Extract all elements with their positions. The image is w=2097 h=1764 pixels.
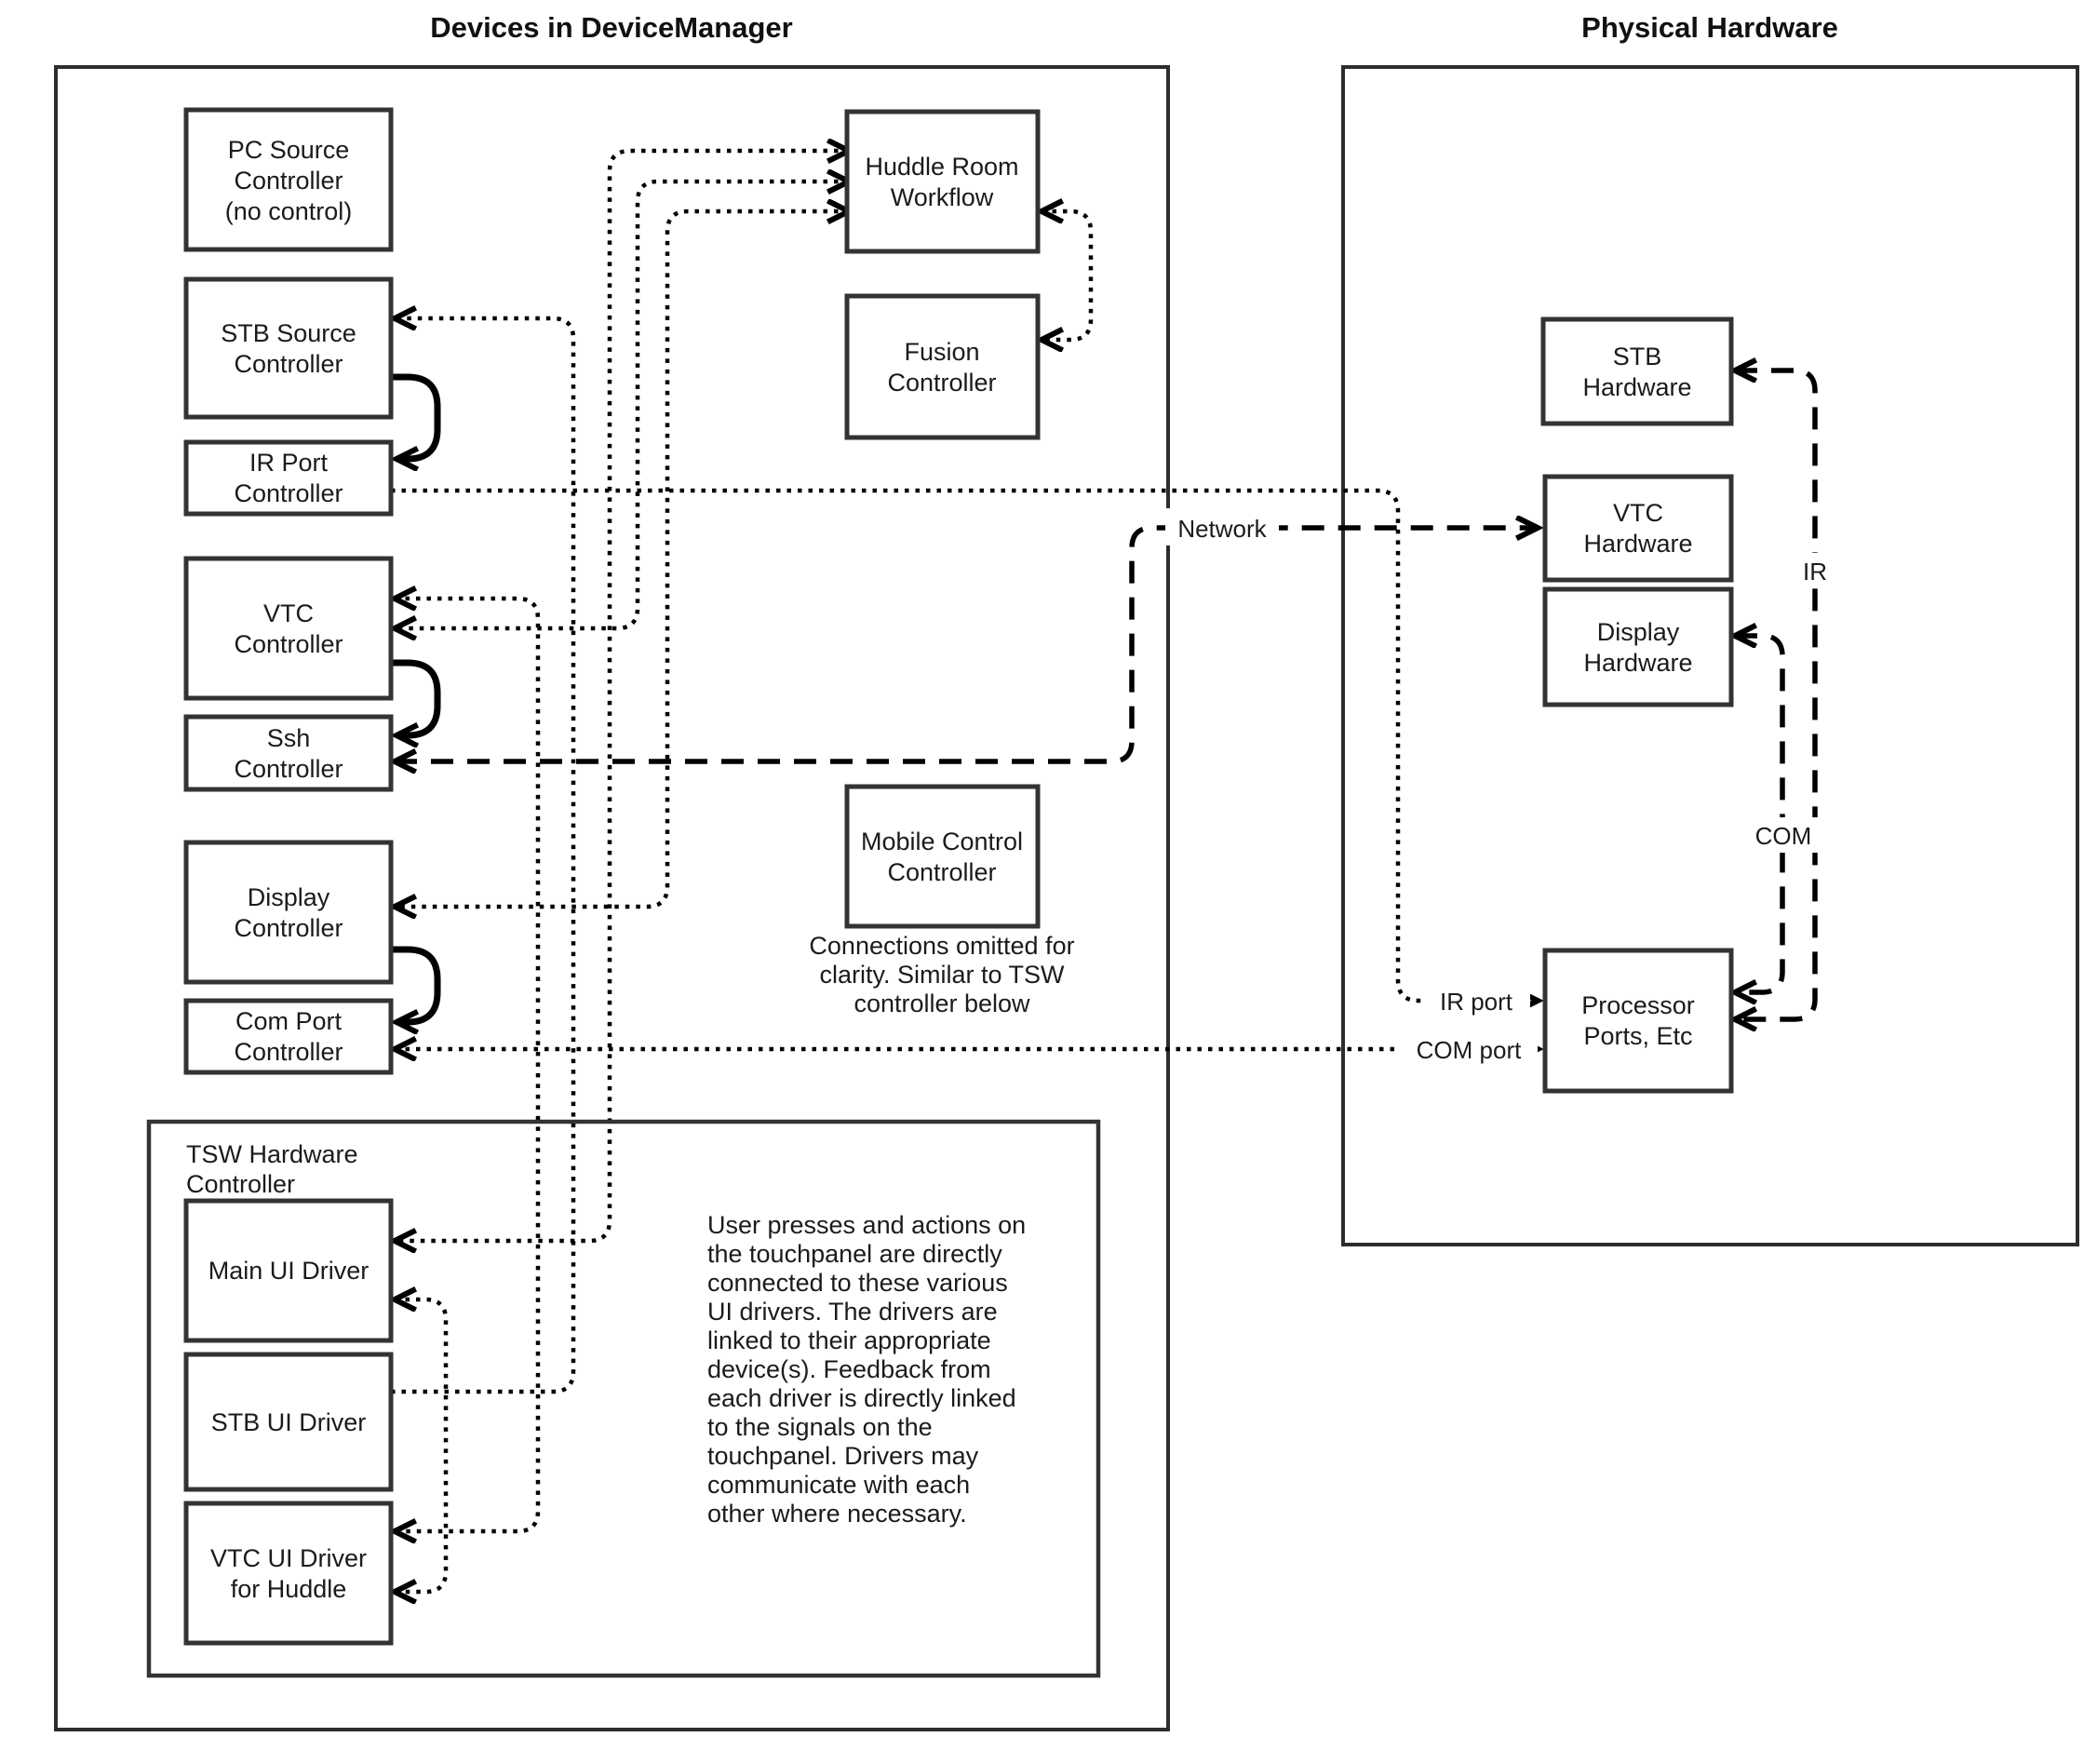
vtc-line2: Controller	[234, 630, 343, 658]
com-label	[1747, 817, 1820, 853]
ssh-line1: Ssh	[266, 724, 311, 752]
mobile-caption-line1: Connections omitted for	[809, 932, 1075, 960]
vtc-ui-line2: for Huddle	[230, 1575, 347, 1603]
com-port-label	[1400, 1031, 1538, 1067]
edge-display-com-port-loop	[391, 949, 437, 1022]
edge-stb-ui-stb-source	[391, 318, 573, 1392]
left-section-title: Devices in DeviceManager	[430, 11, 793, 44]
huddle-line1: Huddle Room	[865, 153, 1019, 181]
display-line1: Display	[247, 883, 330, 911]
huddle-line2: Workflow	[890, 183, 994, 211]
processor-ports-box	[1545, 950, 1731, 1091]
pc-source-line2: Controller	[234, 167, 343, 195]
display-hw-line2: Hardware	[1583, 649, 1693, 677]
com-label-text: COM	[1754, 822, 1812, 850]
mobile-caption-line3: controller below	[854, 990, 1030, 1017]
com-port-line1: Com Port	[235, 1007, 343, 1035]
node-vtc-hardware	[1545, 477, 1731, 580]
tsw-paragraph-line6: device(s). Feedback from	[707, 1355, 991, 1383]
ssh-line2: Controller	[234, 755, 343, 783]
node-vtc-controller	[186, 559, 391, 698]
processor-line2: Ports, Etc	[1583, 1022, 1693, 1050]
stb-source-line2: Controller	[234, 350, 343, 378]
tsw-paragraph-line5: linked to their appropriate	[707, 1326, 991, 1354]
processor-line1: Processor	[1581, 991, 1695, 1019]
stb-hw-line2: Hardware	[1582, 373, 1692, 401]
mobile-line2: Controller	[887, 858, 997, 886]
ir-port-label	[1422, 983, 1530, 1018]
node-ir-port-controller	[186, 442, 391, 514]
node-stb-ui-driver	[186, 1354, 391, 1489]
ir-port-line2: Controller	[234, 479, 343, 507]
huddle-room-workflow-box	[847, 112, 1038, 251]
main-ui-line1: Main UI Driver	[208, 1257, 370, 1285]
stb-hardware-box	[1543, 319, 1731, 424]
edge-huddle-fusion-loop	[1042, 211, 1091, 340]
edge-ssh-vtc-hardware-network	[395, 528, 1538, 761]
node-com-port-controller	[186, 1001, 391, 1072]
display-hw-line1: Display	[1596, 618, 1680, 646]
fusion-line2: Controller	[887, 369, 997, 397]
tsw-paragraph-line11: other where necessary.	[707, 1500, 967, 1528]
edge-vtc-huddle	[395, 182, 849, 628]
tsw-paragraph-line2: the touchpanel are directly	[707, 1240, 1002, 1268]
mobile-control-controller-box	[847, 787, 1038, 926]
edge-processor-stb-hardware-ir	[1735, 370, 1815, 1019]
display-line2: Controller	[234, 914, 343, 942]
pc-source-line3: (no control)	[224, 197, 353, 225]
mobile-line1: Mobile Control	[860, 828, 1024, 855]
display-controller-box	[186, 842, 391, 982]
vtc-hw-line1: VTC	[1613, 499, 1663, 527]
stb-ui-line1: STB UI Driver	[210, 1408, 367, 1436]
right-section-title: Physical Hardware	[1581, 11, 1838, 44]
edge-stb-source-ir-port-loop	[391, 377, 437, 459]
stb-source-controller-box	[186, 279, 391, 417]
node-ssh-controller	[186, 717, 391, 789]
mobile-caption-line2: clarity. Similar to TSW	[819, 961, 1065, 989]
node-stb-source-controller	[186, 279, 391, 417]
vtc-controller-box	[186, 559, 391, 698]
display-hardware-box	[1545, 589, 1731, 705]
node-stb-hardware	[1543, 319, 1731, 424]
edge-processor-display-hardware-com	[1735, 636, 1782, 992]
vtc-ui-driver-box	[186, 1503, 391, 1643]
node-display-hardware	[1545, 589, 1731, 705]
stb-hw-line1: STB	[1612, 343, 1662, 370]
node-vtc-ui-driver	[186, 1503, 391, 1643]
pc-source-line1: PC Source	[227, 136, 350, 164]
vtc-hw-line2: Hardware	[1583, 530, 1693, 558]
tsw-paragraph-line8: to the signals on the	[707, 1413, 933, 1441]
node-fusion-controller	[847, 296, 1038, 438]
node-main-ui-driver	[186, 1201, 391, 1340]
tsw-paragraph-line10: communicate with each	[707, 1471, 971, 1499]
vtc-hardware-box	[1545, 477, 1731, 580]
network-label	[1165, 508, 1279, 545]
tsw-hardware-controller-label-line2: Controller	[186, 1170, 296, 1198]
vtc-line1: VTC	[263, 599, 314, 627]
node-huddle-room-workflow	[847, 112, 1038, 251]
com-port-line2: Controller	[234, 1038, 343, 1066]
fusion-controller-box	[847, 296, 1038, 438]
network-label-text: Network	[1177, 515, 1267, 543]
tsw-paragraph	[707, 1211, 1026, 1528]
tsw-paragraph-line9: touchpanel. Drivers may	[707, 1442, 979, 1470]
fusion-line1: Fusion	[904, 338, 980, 366]
edge-display-huddle	[395, 211, 849, 907]
node-mobile-control-controller	[847, 787, 1038, 926]
ir-port-label-text: IR port	[1439, 988, 1513, 1016]
tsw-paragraph-line4: UI drivers. The drivers are	[707, 1298, 998, 1326]
node-processor-ports	[1545, 950, 1731, 1091]
ir-label-text: IR	[1803, 558, 1827, 586]
tsw-hardware-controller-label-line1: TSW Hardware	[186, 1140, 358, 1168]
edge-vtc-ssh-loop	[391, 663, 437, 735]
tsw-paragraph-line3: connected to these various	[707, 1269, 1008, 1297]
stb-source-line1: STB Source	[221, 319, 356, 347]
tsw-paragraph-line1: User presses and actions on	[707, 1211, 1027, 1239]
node-pc-source-controller	[186, 110, 391, 249]
edge-main-ui-vtc-ui-loop	[395, 1299, 446, 1592]
ir-port-line1: IR Port	[249, 449, 329, 477]
com-port-label-text: COM port	[1416, 1036, 1522, 1064]
tsw-paragraph-line7: each driver is directly linked	[707, 1384, 1016, 1412]
node-display-controller	[186, 842, 391, 982]
edge-main-ui-huddle	[395, 151, 849, 1241]
ir-label	[1795, 553, 1835, 588]
mobile-caption	[809, 932, 1074, 1017]
vtc-ui-line1: VTC UI Driver	[210, 1544, 367, 1572]
